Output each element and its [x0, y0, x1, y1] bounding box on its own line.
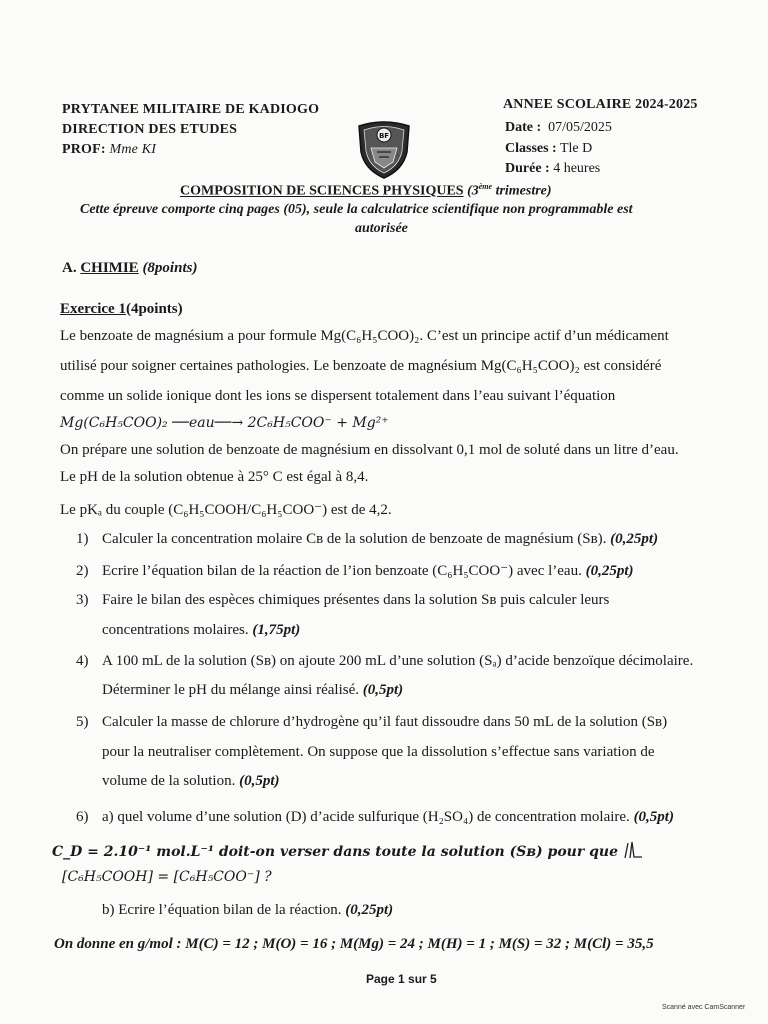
question-number: 2)	[76, 563, 89, 579]
page-number: Page 1 sur 5	[366, 972, 437, 986]
scanner-watermark: Scanné avec CamScanner	[662, 1004, 746, 1011]
molar-masses: On donne en g/mol : M(C) = 12 ; M(O) = 16 ; M(Mg) = 24 ; M(H) = 1 ; M(S) = 32 ; M(Cl) = 35,5	[54, 936, 654, 952]
question-number: 5)	[76, 714, 89, 730]
question-3: 3) Faire le bilan des espèces chimiques présentes dans la solution Sʙ puis calculer leurs	[76, 592, 610, 608]
question-4-line-2: Déterminer le pH du mélange ainsi réalisé. (0,5pt)	[102, 682, 404, 698]
section-name: CHIMIE	[80, 260, 139, 276]
question-6a-line-3: [C₆H₅COOH] = [C₆H₅COO⁻] ?	[62, 869, 272, 885]
prof-line	[62, 142, 156, 158]
question-5: 5) Calculer la masse de chlorure d’hydrogène qu’il faut dissoudre dans 50 mL de la solution (Sʙ)	[76, 714, 668, 730]
school-name: PRYTANEE MILITAIRE DE KADIOGO	[62, 102, 320, 117]
question-5-line-3: volume de la solution. (0,5pt)	[102, 773, 280, 789]
duree-value: 4 heures	[553, 161, 601, 176]
classes-value: Tle D	[559, 141, 593, 156]
question-number: 1)	[76, 531, 89, 547]
exam-title-main: COMPOSITION DE SCIENCES PHYSIQUES	[180, 183, 464, 199]
duree-line	[505, 161, 600, 177]
question-number: 3)	[76, 592, 89, 608]
prof-label: PROF:	[62, 142, 106, 157]
exercise-title: Exercice 1	[60, 301, 126, 317]
question-number: 4)	[76, 653, 89, 669]
trimester-num: (3	[467, 183, 479, 199]
question-number: 6)	[76, 809, 89, 825]
exercise-points: (4points)	[125, 301, 183, 317]
exam-title	[180, 182, 552, 200]
trimester-sup: ème	[478, 182, 493, 191]
section-letter: A.	[62, 260, 77, 276]
exercise-heading	[60, 301, 183, 318]
question-4: 4) A 100 mL de la solution (Sʙ) on ajoute 200 mL d’une solution (Sₐ) d’acide benzoïque décimolaire.	[76, 653, 694, 669]
intro-line-7: Le pKₐ du couple (C₆H₅COOH/C₆H₅COO⁻) est de 4,2.	[60, 502, 392, 518]
question-3-line-2: concentrations molaires. (1,75pt)	[102, 622, 301, 638]
school-year: ANNEE SCOLAIRE 2024-2025	[503, 97, 698, 112]
logo-text: BF	[378, 132, 390, 140]
exam-note-line2: autorisée	[355, 221, 408, 236]
date-value: 07/05/2025	[548, 120, 612, 135]
section-points: (8points)	[142, 260, 198, 276]
date-line	[505, 120, 612, 136]
section-heading	[62, 260, 197, 277]
question-6a-line-2: C_D = 2.10⁻¹ mol.L⁻¹ doit-on verser dans toute la solution (Sʙ) pour que	[52, 840, 648, 861]
exam-note-line1: Cette épreuve comporte cinq pages (05), seule la calculatrice scientifique non programmable est	[80, 202, 633, 217]
school-crest-logo	[355, 118, 413, 180]
prof-value: Mme KI	[109, 142, 157, 157]
intro-line-3: comme un solide ionique dont les ions se dispersent totalement dans l’eau suivant l’équation	[60, 388, 616, 404]
classes-label: Classes :	[505, 141, 557, 156]
intro-line-1: Le benzoate de magnésium a pour formule Mg(C₆H₅COO)₂. C’est un principe actif d’un médicament	[60, 328, 669, 344]
intro-line-2: utilisé pour soigner certaines pathologies. Le benzoate de magnésium Mg(C₆H₅COO)₂ est considéré	[60, 358, 662, 374]
question-6a: 6) a) quel volume d’une solution (D) d’acide sulfurique (H₂SO₄) de concentration molaire. (0,5pt)	[76, 809, 674, 825]
direction-name: DIRECTION DES ETUDES	[62, 122, 238, 137]
handwritten-mark-icon	[622, 840, 648, 860]
question-6b: b) Ecrire l’équation bilan de la réaction. (0,25pt)	[102, 902, 394, 918]
duree-label: Durée :	[505, 161, 550, 176]
intro-line-6: Le pH de la solution obtenue à 25° C est égal à 8,4.	[60, 469, 369, 485]
intro-line-5: On prépare une solution de benzoate de magnésium en dissolvant 0,1 mol de soluté dans un litre d’eau.	[60, 442, 679, 458]
classes-line	[505, 141, 592, 157]
trimester-rest: trimestre)	[492, 183, 552, 199]
question-2: 2) Ecrire l’équation bilan de la réaction de l’ion benzoate (C₆H₅COO⁻) avec l’eau. (0,25pt)	[76, 563, 634, 579]
question-1: 1) Calculer la concentration molaire Cʙ de la solution de benzoate de magnésium (Sʙ). (0,25pt)	[76, 531, 659, 547]
question-5-line-2: pour la neutraliser complètement. On suppose que la dissolution s’effectue sans variation de	[102, 744, 655, 760]
dissolution-equation: Mg(C₆H₅COO)₂ ──eau──→ 2C₆H₅COO⁻ + Mg²⁺	[60, 415, 389, 431]
date-label: Date :	[505, 120, 542, 135]
